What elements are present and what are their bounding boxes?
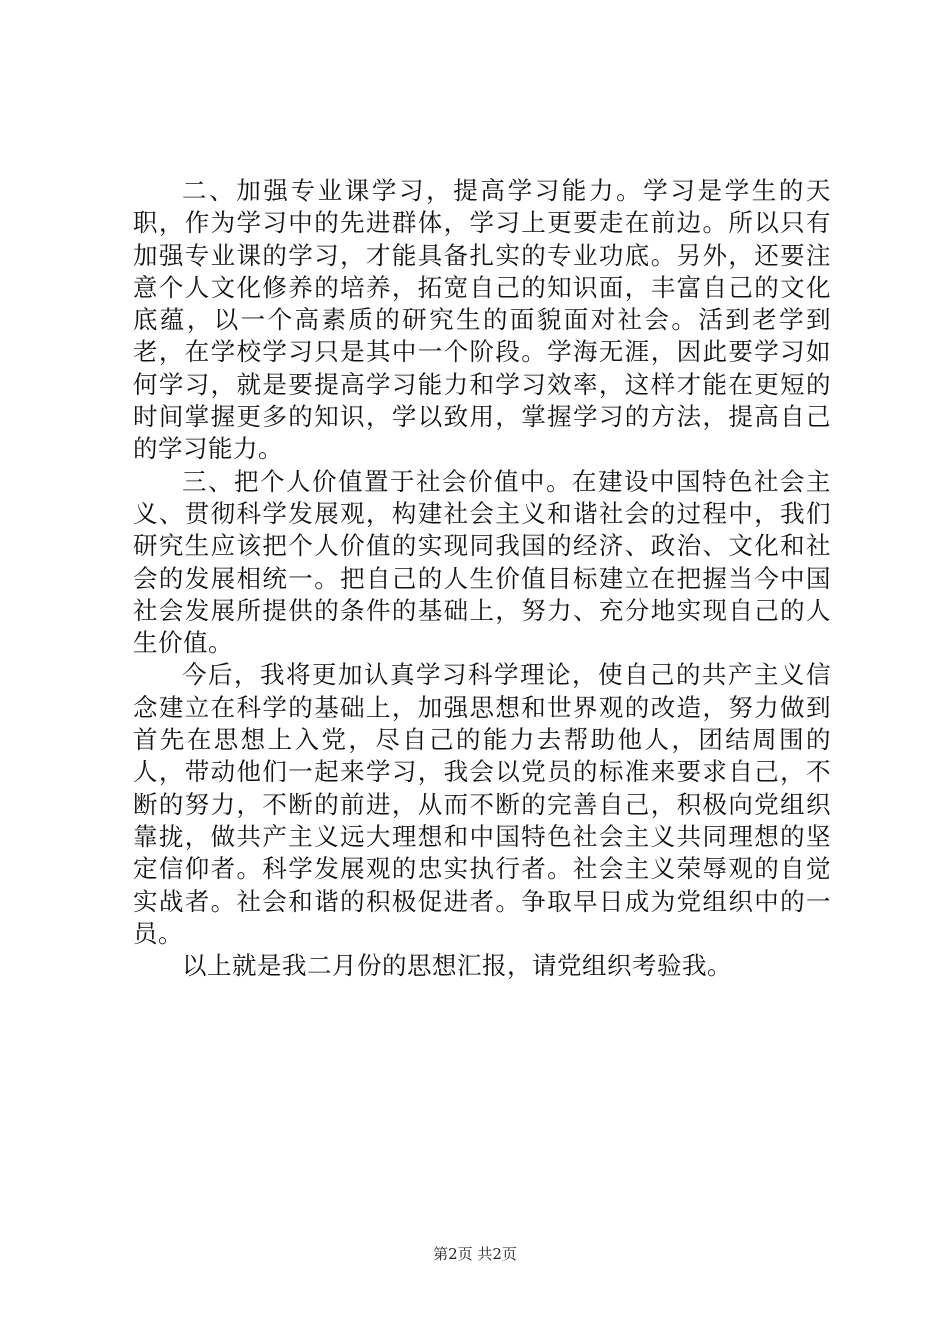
page-number-footer: 第2页 共2页 [433, 1245, 517, 1263]
paragraph-personal-value: 三、把个人价值置于社会价值中。在建设中国特色社会主义、贯彻科学发展观，构建社会主义和谐社会的过程中，我们研究生应该把个人价值的实现同我国的经济、政治、文化和社会的发展相统一。把自己的人生价值目标建立在把握当今中国社会发展所提供的条件的基础上，努力、充分地实现自己的人生价值。 [133, 466, 831, 658]
paragraph-study-ability: 二、加强专业课学习，提高学习能力。学习是学生的天职，作为学习中的先进群体，学习上更要走在前边。所以只有加强专业课的学习，才能具备扎实的专业功底。另外，还要注意个人文化修养的培养，拓宽自己的知识面，丰富自己的文化底蕴，以一个高素质的研究生的面貌面对社会。活到老学到老，在学校学习只是其中一个阶段。学海无涯，因此要学习如何学习，就是要提高学习能力和学习效率，这样才能在更短的时间掌握更多的知识，学以致用，掌握学习的方法，提高自己的学习能力。 [133, 176, 831, 464]
paragraph-closing: 以上就是我二月份的思想汇报，请党组织考验我。 [182, 951, 732, 981]
paragraph-future-plan: 今后，我将更加认真学习科学理论，使自己的共产主义信念建立在科学的基础上，加强思想和世界观的改造，努力做到首先在思想上入党，尽自己的能力去帮助他人，团结周围的人，带动他们一起来学习，我会以党员的标准来要求自己，不断的努力，不断的前进，从而不断的完善自己，积极向党组织靠拢，做共产主义远大理想和中国特色社会主义共同理想的坚定信仰者。科学发展观的忠实执行者。社会主义荣辱观的自觉实战者。社会和谐的积极促进者。争取早日成为党组织中的一员。 [133, 660, 831, 948]
document-body [133, 175, 831, 982]
